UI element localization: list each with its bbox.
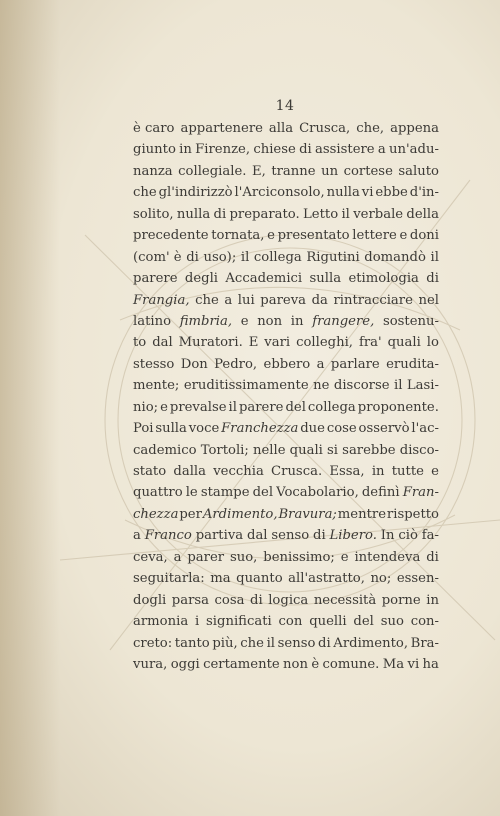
text-line xyxy=(133,332,439,353)
word: collega xyxy=(253,249,302,265)
text-line xyxy=(133,482,439,503)
word: per xyxy=(179,506,202,522)
word: porne xyxy=(381,592,421,608)
gutter-shadow xyxy=(0,0,60,816)
word: cademico xyxy=(133,442,197,458)
page-number: 14 xyxy=(275,98,295,114)
text-line xyxy=(133,461,439,482)
word: tranne xyxy=(271,163,316,179)
italic-word: Ardimento, xyxy=(202,506,278,522)
word: senso xyxy=(271,528,310,544)
word: ne xyxy=(313,378,330,394)
word: di xyxy=(250,592,263,608)
italic-word: fimbria, xyxy=(179,313,233,329)
word: fra' xyxy=(358,335,382,351)
word: essen- xyxy=(396,571,439,587)
word: (com' è xyxy=(133,249,182,265)
word: doni xyxy=(409,228,439,244)
word: seguitarla: xyxy=(133,571,205,587)
word: lo xyxy=(426,335,439,351)
text-line xyxy=(133,311,439,332)
word: fa- xyxy=(421,528,439,544)
word: Crusca. xyxy=(271,464,323,479)
word: senso xyxy=(277,635,316,651)
word: ceva, xyxy=(133,549,168,565)
word: comune. xyxy=(322,656,380,672)
word: nulla xyxy=(326,185,360,201)
word: con- xyxy=(410,614,439,630)
word: vari xyxy=(264,335,291,351)
text-line xyxy=(133,225,439,246)
word: sulla xyxy=(309,271,342,287)
word: oggi xyxy=(170,656,200,672)
word: partiva xyxy=(195,528,244,544)
word: stato xyxy=(133,464,167,479)
word: erudita- xyxy=(386,356,439,372)
word: voce xyxy=(188,421,220,437)
word: significati xyxy=(206,614,272,630)
word: parere xyxy=(238,399,284,415)
word: discorse xyxy=(333,378,390,394)
word: un'adu- xyxy=(389,142,439,158)
word: solito, xyxy=(133,206,174,222)
body-text xyxy=(133,118,439,675)
text-line xyxy=(133,611,439,632)
word: degli xyxy=(184,271,219,287)
word: Letto xyxy=(303,206,339,222)
word: che xyxy=(195,292,219,308)
word: due xyxy=(300,421,325,437)
word: con xyxy=(278,614,303,630)
word: saluto xyxy=(398,163,439,179)
word: Don xyxy=(180,356,208,372)
word: Vocabolario, xyxy=(276,485,359,501)
italic-word: Fran- xyxy=(402,485,439,501)
word: che, xyxy=(356,121,385,136)
word: Rigutini xyxy=(306,249,360,265)
word: pareva xyxy=(260,292,307,308)
text-line xyxy=(133,654,439,675)
word: a xyxy=(224,292,233,308)
word: e xyxy=(399,228,408,244)
text-line xyxy=(133,418,439,439)
word: cortese xyxy=(343,163,393,179)
word: di xyxy=(313,528,326,544)
word: quelli xyxy=(309,614,347,630)
word: no; xyxy=(370,571,392,587)
word: ciò xyxy=(398,528,418,544)
italic-word: Bravura; xyxy=(278,506,337,522)
word: di xyxy=(186,249,199,265)
word: latino xyxy=(133,313,172,329)
word: si xyxy=(327,442,339,458)
word: è xyxy=(311,656,320,672)
word: nanza xyxy=(133,163,173,179)
text-line xyxy=(133,375,439,396)
word: Ardimento, xyxy=(333,635,409,651)
word: stesso xyxy=(133,356,175,372)
italic-word: Libero. xyxy=(329,528,377,544)
italic-word: frangere, xyxy=(312,313,375,329)
word: nelle xyxy=(252,442,286,458)
word: di xyxy=(426,549,439,565)
word: ebbe xyxy=(375,185,408,201)
word: benissimo; xyxy=(263,549,335,565)
word: quanto xyxy=(236,571,283,587)
word: vecchia xyxy=(213,464,264,479)
text-line xyxy=(133,397,439,418)
text-line xyxy=(133,633,439,654)
word: mentre xyxy=(337,506,387,522)
italic-word: Franco xyxy=(144,528,192,544)
text-line xyxy=(133,247,439,268)
word: il xyxy=(266,635,276,651)
word: non xyxy=(283,656,308,672)
word: appena xyxy=(390,121,439,136)
word: mente; xyxy=(133,378,180,394)
word: parer xyxy=(187,549,225,565)
word: dogli xyxy=(133,592,167,608)
text-line xyxy=(133,268,439,289)
word: Crusca, xyxy=(299,121,351,136)
italic-word: Franchezza xyxy=(221,421,299,437)
text-line xyxy=(133,525,439,546)
word: parlare xyxy=(330,356,380,372)
word: intendeva xyxy=(354,549,421,565)
word: a xyxy=(133,528,141,544)
word: proponente. xyxy=(357,399,439,415)
word: che xyxy=(240,635,264,651)
text-line xyxy=(133,118,439,139)
word: tornata, xyxy=(211,228,265,244)
word: prevalse xyxy=(169,399,227,415)
word: del xyxy=(285,399,306,415)
word: chiese xyxy=(253,142,296,158)
word: sulla xyxy=(155,421,187,437)
word: dal xyxy=(152,335,173,351)
word: Lasi- xyxy=(406,378,439,394)
word: quattro xyxy=(133,485,183,501)
word: di xyxy=(318,635,331,651)
word: di xyxy=(299,142,312,158)
word: uso); xyxy=(203,249,237,265)
word: non xyxy=(257,313,283,329)
word: necessità xyxy=(313,592,377,608)
word: collega xyxy=(307,399,356,415)
word: vura, xyxy=(133,656,168,672)
word: è caro xyxy=(133,121,175,136)
word: dal xyxy=(247,528,268,544)
word: il xyxy=(228,399,237,415)
word: a xyxy=(173,549,182,565)
word: dalla xyxy=(173,464,206,479)
word: i xyxy=(195,614,200,630)
word: il xyxy=(394,378,403,394)
text-line xyxy=(133,139,439,160)
word: il xyxy=(240,249,250,265)
word: Firenze, xyxy=(195,142,251,158)
word: Essa, xyxy=(329,464,365,479)
word: all'astratto, xyxy=(288,571,365,587)
word: etimologia xyxy=(348,271,419,287)
text-line xyxy=(133,204,439,225)
word: giunto xyxy=(133,142,176,158)
word: armonia xyxy=(133,614,189,630)
word: disco- xyxy=(399,442,439,458)
word: definì xyxy=(361,485,400,501)
word: e xyxy=(160,399,168,415)
word: Ma xyxy=(382,656,405,672)
text-line xyxy=(133,182,439,203)
text-line xyxy=(133,547,439,568)
word: del xyxy=(252,485,274,501)
word: nel xyxy=(418,292,439,308)
word: lui xyxy=(237,292,255,308)
word: parere xyxy=(133,271,178,287)
italic-word: Frangia, xyxy=(133,292,190,308)
word: certamente xyxy=(203,656,280,672)
word: a xyxy=(316,356,325,372)
word: e xyxy=(240,313,249,329)
word: in xyxy=(371,464,385,479)
word: tutte xyxy=(391,464,424,479)
word: creto: xyxy=(133,635,173,651)
word: nio; xyxy=(133,399,159,415)
word: vi xyxy=(361,185,374,201)
text-line xyxy=(133,590,439,611)
word: lettere xyxy=(352,228,397,244)
word: appartenere xyxy=(180,121,263,136)
word: E xyxy=(248,335,259,351)
word: Bra- xyxy=(410,635,439,651)
word: un xyxy=(321,163,339,179)
italic-word: chezza xyxy=(133,506,179,522)
word: assistere xyxy=(315,142,375,158)
word: sarebbe xyxy=(342,442,396,458)
word: Poi xyxy=(133,421,154,437)
text-line xyxy=(133,568,439,589)
text-line xyxy=(133,161,439,182)
word: parsa xyxy=(171,592,210,608)
word: Accademici xyxy=(225,271,303,287)
word: collegiale. xyxy=(178,163,247,179)
word: logica xyxy=(268,592,309,608)
word: in xyxy=(290,313,304,329)
word: rispetto xyxy=(386,506,439,522)
word: ebbero xyxy=(263,356,311,372)
word: l'Arciconsolo, xyxy=(234,185,325,201)
word: precedente xyxy=(133,228,209,244)
word: osservò xyxy=(358,421,410,437)
word: colleghi, xyxy=(296,335,353,351)
word: e xyxy=(340,549,349,565)
word: d'in- xyxy=(409,185,439,201)
word: l'ac- xyxy=(411,421,439,437)
word: e xyxy=(431,464,439,479)
word: cose xyxy=(326,421,357,437)
word: il xyxy=(341,206,350,222)
word: verbale xyxy=(353,206,404,222)
word: Muratori. xyxy=(178,335,243,351)
word: in xyxy=(179,142,192,158)
word: da xyxy=(311,292,328,308)
word: presentato xyxy=(277,228,350,244)
word: vi xyxy=(407,656,420,672)
word: domandò xyxy=(364,249,426,265)
word: il xyxy=(430,249,439,265)
word: nulla xyxy=(176,206,211,222)
word: ha xyxy=(422,656,439,672)
word: stampe xyxy=(200,485,250,501)
text-line xyxy=(133,440,439,461)
word: to xyxy=(133,335,147,351)
word: suo, xyxy=(229,549,258,565)
text-line xyxy=(133,290,439,311)
word: alla xyxy=(268,121,294,136)
word: cosa xyxy=(214,592,245,608)
word: a xyxy=(377,142,386,158)
word: eruditissimamente xyxy=(183,378,309,394)
word: Tortoli; xyxy=(200,442,249,458)
text-line xyxy=(133,504,439,525)
word: rintracciare xyxy=(333,292,413,308)
word: e xyxy=(267,228,275,244)
word: che xyxy=(133,185,157,201)
word: di xyxy=(426,271,439,287)
text-line xyxy=(133,354,439,375)
word: del xyxy=(353,614,374,630)
word: ma xyxy=(210,571,231,587)
word: quali xyxy=(289,442,323,458)
word: della xyxy=(406,206,439,222)
word: gl'indirizzò xyxy=(158,185,233,201)
word: E, xyxy=(251,163,266,179)
word: Pedro, xyxy=(214,356,258,372)
word: quali xyxy=(387,335,421,351)
word: sostenu- xyxy=(382,313,439,329)
word: suo xyxy=(380,614,404,630)
word: preparato. xyxy=(229,206,300,222)
word: In xyxy=(380,528,395,544)
word: più, xyxy=(212,635,238,651)
word: le xyxy=(185,485,198,501)
word: di xyxy=(213,206,227,222)
word: tanto xyxy=(174,635,210,651)
word: in xyxy=(426,592,439,608)
